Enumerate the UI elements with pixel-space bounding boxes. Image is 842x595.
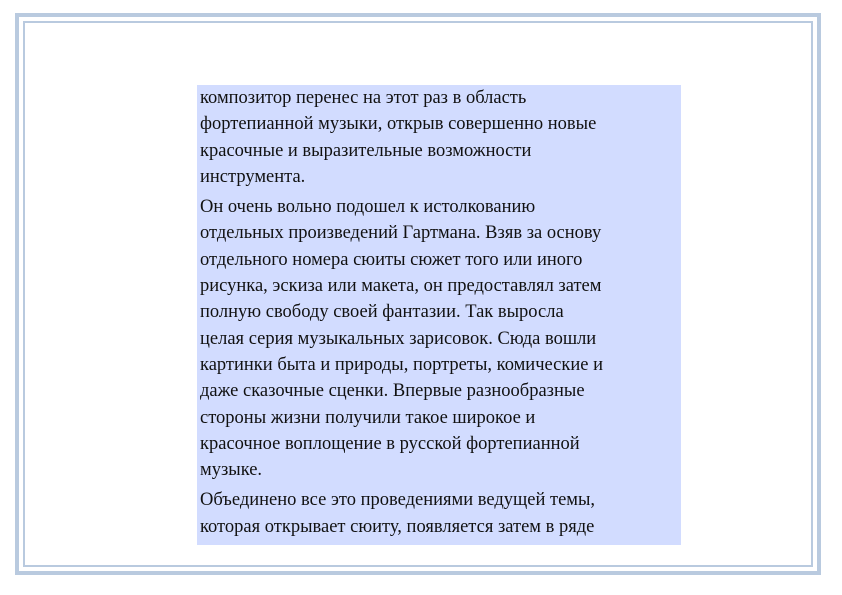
text-line: Объединено все это проведениями ведущей темы, (200, 490, 596, 511)
paragraph-2 (200, 194, 679, 483)
text-line: стороны жизни получили такое широкое и (200, 407, 536, 428)
text-line: полную свободу своей фантазии. Так выросла (200, 302, 564, 323)
text-line: которая открывает сюиту, появляется затем в ряде (200, 516, 595, 537)
text-line: отдельного номера сюиты сюжет того или иного (200, 249, 583, 270)
text-box (197, 85, 681, 545)
text-line: рисунка, эскиза или макета, он предоставлял затем (200, 276, 602, 297)
text-line: красочные и выразительные возможности (200, 140, 532, 161)
text-line: Он очень вольно подошел к истолкованию (200, 197, 536, 218)
text-line: музыке. (200, 460, 263, 481)
text-line: отдельных произведений Гартмана. Взяв за основу (200, 223, 602, 244)
text-line: даже сказочные сценки. Впервые разнообразные (200, 381, 585, 402)
text-line: инструмента. (200, 166, 306, 187)
text-line: картинки быта и природы, портреты, комические и (200, 354, 604, 375)
text-line: фортепианной музыки, открыв совершенно новые (200, 114, 597, 135)
paragraph-3 (200, 487, 679, 540)
text-line: композитор перенес на этот раз в область (200, 88, 527, 108)
text-line: красочное воплощение в русской фортепианной (200, 433, 580, 454)
text-line: целая серия музыкальных зарисовок. Сюда вошли (200, 328, 597, 349)
paragraph-1 (200, 85, 679, 190)
